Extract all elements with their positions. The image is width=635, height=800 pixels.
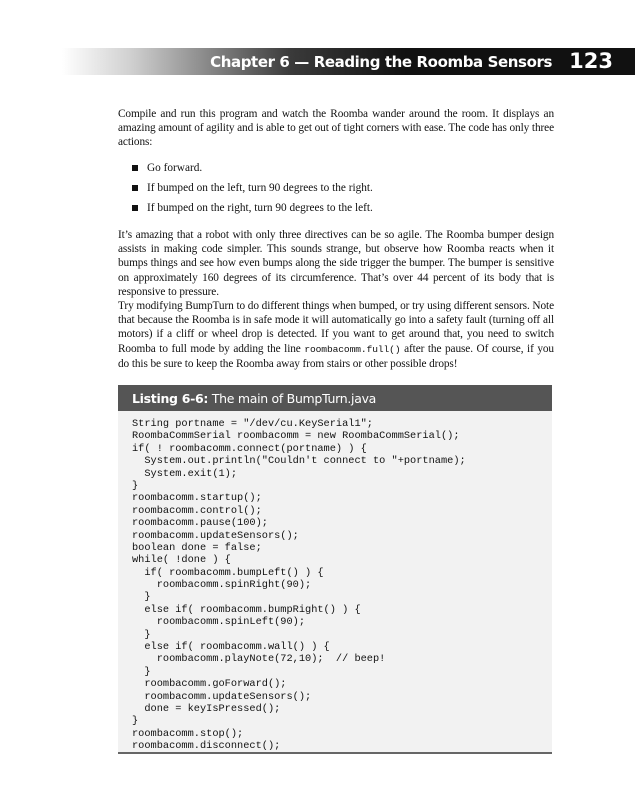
bullet-text: If bumped on the left, turn 90 degrees to the right. <box>147 182 373 194</box>
code-block <box>132 418 466 753</box>
code-line: } <box>132 665 151 678</box>
square-bullet-icon <box>132 165 138 171</box>
code-line: else if( roombacomm.wall() ) { <box>132 641 330 654</box>
modify-paragraph-text-before: Try modifying BumpTurn to do different things when bumped, or try using different sensors. Note that because the Roomba is in safe mode it will automatically go into a safety fault (turning off all motors) if a cliff or wheel drop is detected. If you want to get around that, you need to switch Roomba to full mode by adding the line <box>118 300 554 355</box>
code-line: System.exit(1); <box>132 467 238 480</box>
list-item <box>132 178 552 198</box>
bullet-text: If bumped on the right, turn 90 degrees to the left. <box>147 202 373 214</box>
agility-paragraph: It’s amazing that a robot with only three directives can be so agile. The Roomba bumper design assists in making code simpler. This sounds strange, but observe how Roomba reacts when it bumps things and see how even bumps along the side trigger the bumper. The bumper is sensitive on approximately 160 degrees of its circumference. That’s over 44 percent of its body that is responsive to pressure. <box>118 229 554 298</box>
square-bullet-icon <box>132 185 138 191</box>
listing-title: The main of BumpTurn.java <box>208 391 377 406</box>
code-line: done = keyIsPressed(); <box>132 702 281 715</box>
code-line: while( !done ) { <box>132 554 231 567</box>
code-line: boolean done = false; <box>132 541 262 554</box>
code-line: roombacomm.updateSensors(); <box>132 529 299 542</box>
inline-code: roombacomm.full() <box>304 343 401 355</box>
code-line: if( ! roombacomm.connect(portname) ) { <box>132 442 367 455</box>
code-line: } <box>132 479 139 492</box>
code-line: roombacomm.control(); <box>132 504 262 517</box>
bullet-list <box>132 158 552 218</box>
code-line: if( roombacomm.bumpLeft() ) { <box>132 566 324 579</box>
modify-paragraph <box>118 299 554 371</box>
code-line: } <box>132 628 151 641</box>
list-item <box>132 158 552 178</box>
code-line: roombacomm.goForward(); <box>132 678 287 691</box>
code-line: } <box>132 715 139 728</box>
code-line: roombacomm.startup(); <box>132 492 262 505</box>
code-line: } <box>132 591 151 604</box>
intro-paragraph: Compile and run this program and watch the Roomba wander around the room. It displays an amazing amount of agility and is able to get out of tight corners with ease. The code has only three actions: <box>118 108 554 149</box>
code-line: else if( roombacomm.bumpRight() ) { <box>132 603 361 616</box>
code-listing <box>118 385 552 754</box>
square-bullet-icon <box>132 205 138 211</box>
code-line: roombacomm.playNote(72,10); // beep! <box>132 653 386 666</box>
listing-header <box>118 385 552 411</box>
code-line: roombacomm.stop(); <box>132 727 244 740</box>
chapter-title: Chapter 6 — Reading the Roomba Sensors <box>210 53 552 71</box>
code-line: System.out.println("Couldn't connect to "+portname); <box>132 455 466 468</box>
bullet-text: Go forward. <box>147 162 203 174</box>
code-line: String portname = "/dev/cu.KeySerial1"; <box>132 418 373 430</box>
page-number: 123 <box>569 49 613 73</box>
code-line: roombacomm.spinLeft(90); <box>132 616 306 629</box>
code-line: roombacomm.updateSensors(); <box>132 690 312 703</box>
code-line: roombacomm.pause(100); <box>132 517 268 530</box>
chapter-header-bar <box>62 48 635 75</box>
code-line: roombacomm.spinRight(90); <box>132 579 312 592</box>
code-line: roombacomm.disconnect(); <box>132 740 281 753</box>
code-line: RoombaCommSerial roombacomm = new RoombaCommSerial(); <box>132 430 460 443</box>
listing-label: Listing 6-6: <box>132 391 209 406</box>
modify-paragraph-text-after: after the pause. Of course, if you do this be sure to keep the Roomba away from stairs or other possible drops! <box>118 342 554 370</box>
list-item <box>132 198 552 218</box>
